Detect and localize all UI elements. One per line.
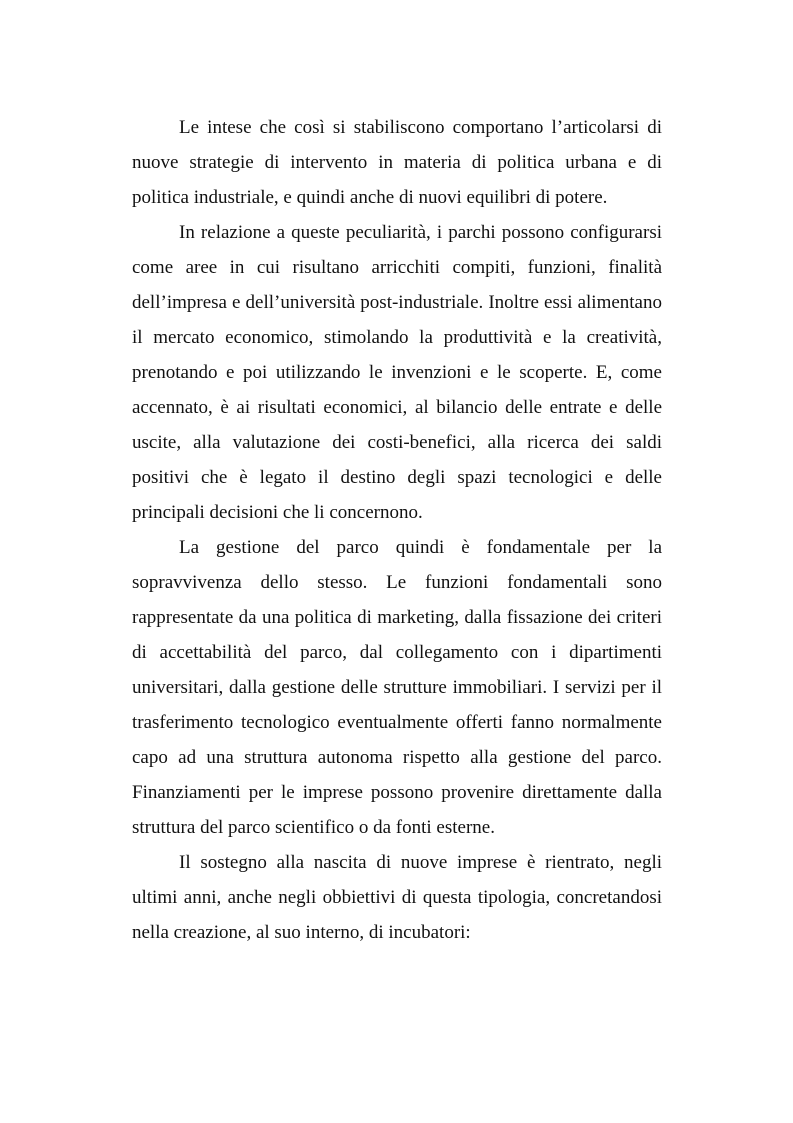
paragraph-2: In relazione a queste peculiarità, i parchi possono configurarsi come aree in cui risultano arricchiti compiti, funzioni, finalità dell’impresa e dell’università post-industriale. Inoltre essi alimentano il mercato economico, stimolando la produttività e la creatività, prenotando e poi utilizzando le invenzioni e le scoperte. E, come accennato, è ai risultati economici, al bilancio delle entrate e delle uscite, alla valutazione dei costi-benefici, alla ricerca dei saldi positivi che è legato il destino degli spazi tecnologici e delle principali decisioni che li concernono. bbox=[132, 222, 662, 523]
paragraph-4: Il sostegno alla nascita di nuove imprese è rientrato, negli ultimi anni, anche negli obbiettivi di questa tipologia, concretandosi nella creazione, al suo interno, di incubatori: bbox=[132, 852, 662, 943]
paragraph-3: La gestione del parco quindi è fondamentale per la sopravvivenza dello stesso. Le funzioni fondamentali sono rappresentate da una politica di marketing, dalla fissazione dei criteri di accettabilità del parco, dal collegamento con i dipartimenti universitari, dalla gestione delle strutture immobiliari. I servizi per il trasferimento tecnologico eventualmente offerti fanno normalmente capo ad una struttura autonoma rispetto alla gestione del parco. Finanziamenti per le imprese possono provenire direttamente dalla struttura del parco scientifico o da fonti esterne. bbox=[132, 537, 662, 838]
paragraph-1: Le intese che così si stabiliscono comportano l’articolarsi di nuove strategie di intervento in materia di politica urbana e di politica industriale, e quindi anche di nuovi equilibri di potere. bbox=[132, 117, 662, 208]
body-text bbox=[132, 110, 662, 950]
